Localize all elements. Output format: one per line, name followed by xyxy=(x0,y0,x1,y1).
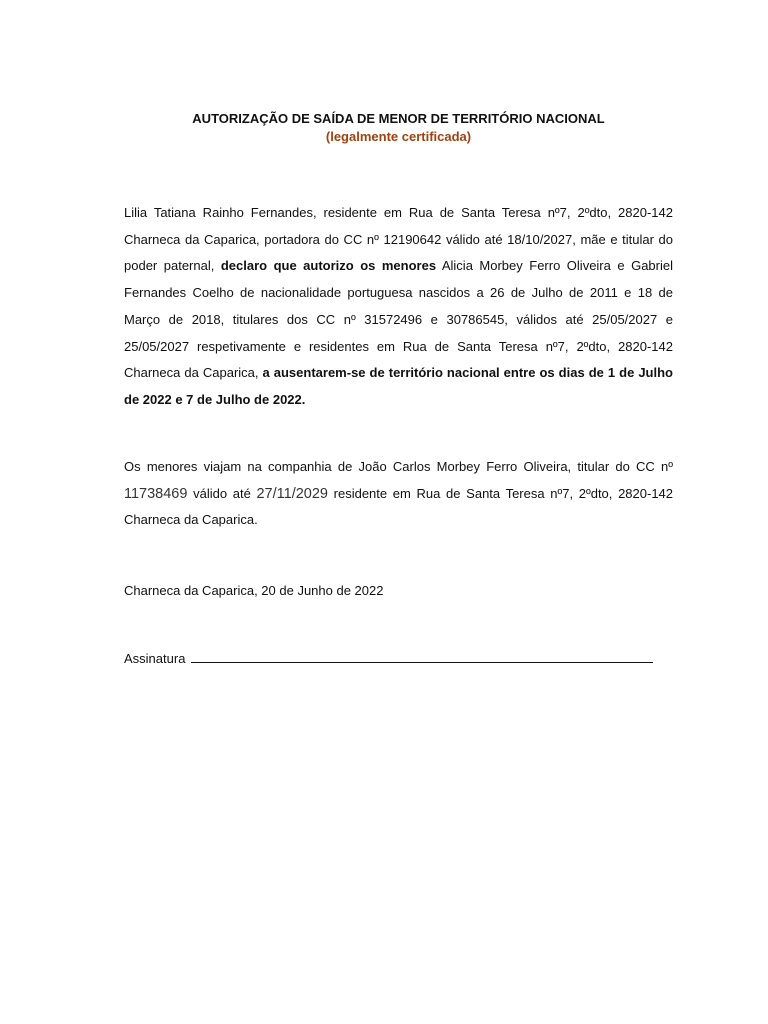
companion-paragraph xyxy=(124,454,673,534)
companion-cc-number: 11738469 xyxy=(124,485,188,502)
paragraph1-bold-declaration: declaro que autorizo os menores xyxy=(220,258,437,274)
signature-block xyxy=(124,649,653,669)
companion-cc-validity: 27/11/2029 xyxy=(256,485,328,502)
paragraph2-text-part1: Os menores viajam na companhia de João Carlos Morbey Ferro Oliveira, titular do CC nº xyxy=(124,459,673,474)
paragraph2-text-part2: válido até xyxy=(187,485,257,501)
document-title: AUTORIZAÇÃO DE SAÍDA DE MENOR DE TERRITÓRIO NACIONAL xyxy=(192,111,605,126)
paragraph1-bold-travel-dates: a ausentarem-se de território nacional entre os dias de 1 de Julho de 2022 e 7 de Julho de 2022. xyxy=(124,365,673,407)
authorization-paragraph xyxy=(124,200,673,414)
paragraph1-text-part1: Lilia Tatiana Rainho Fernandes, residente em Rua de Santa Teresa nº7, 2ºdto, 2820-142 Charneca da Caparica, portadora do CC nº 12190642 válido até 18/10/2027, mãe e titular do poder paternal, xyxy=(124,205,673,274)
place-and-date: Charneca da Caparica, 20 de Junho de 2022 xyxy=(124,583,384,598)
signature-label: Assinatura xyxy=(124,651,186,666)
signature-line xyxy=(191,650,653,663)
document-subtitle: (legalmente certificada) xyxy=(325,129,472,144)
paragraph1-text-part2: Alicia Morbey Ferro Oliveira e Gabriel Fernandes Coelho de nacionalidade portuguesa nascidos a 26 de Julho de 2011 e 18 de Março de 2018, titulares dos CC nº 31572496 e 30786545, válidos até 25/05/2027 e 25/05/2027 respetivamente e residentes em Rua de Santa Teresa nº7, 2ºdto, 2820-142 Charneca da Caparica, xyxy=(124,258,673,381)
paragraph2-text-part3: residente em Rua de Santa Teresa nº7, 2ºdto, 2820-142 Charneca da Caparica. xyxy=(124,485,674,528)
